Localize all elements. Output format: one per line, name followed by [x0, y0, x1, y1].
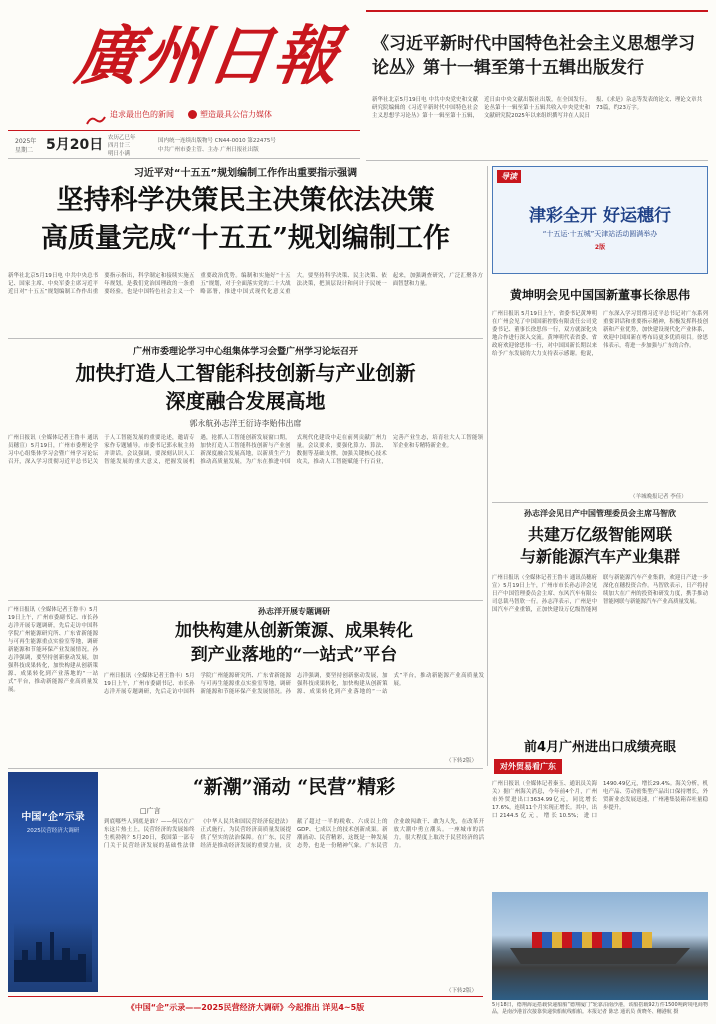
trade-body: 广州日报讯（全媒体记者秦玉、通讯员关海关）据广州海关消息，今年前4个月，广州市外贸进出口3634.99亿元，同比增长17.6%，连续11个月实现正增长。其中，出口2144.5亿元，增长10.5%；进口1490.49亿元，增长29.4%。海关分析，机电产品、劳动密集型产品出口保持增长，外贸新业态发展迅速，广州港集装箱吞吐量稳步提升。 [492, 781, 708, 819]
newspaper-logo-icon [86, 110, 106, 120]
sun-energy-body: 广州日报讯（全媒体记者王鲁丰）5月19日上午，广州市委副书记、市长孙志洋开展专题调研，先后走访中国科学院广州能源研究所、广东省新能源与可再生能源重点实验室等地，调研新能源和节能环保产业发展情况。孙志洋强调，要坚持创新驱动发展，加强科技成果转化，加快构建从创新策源、成果转化到产业落地的“一站式”平台，推动新能源产业高质量发展。 [104, 673, 484, 695]
lead-body: 新华社北京5月19日电 中共中央总书记、国家主席、中央军委主席习近平近日对“十五五”规划编制工作作出重要指示指出，科学制定和接续实施五年规划，是我们党治国理政的一条重要经验，也是中国特色社会主义一个重要政治优势。编制和实施好“十五五”规划，对于全面落实党的二十大战略部署，推进中国式现代化意义重大。要坚持科学决策、民主决策、依法决策，把顶层设计和问计于民统一起来，加强调查研究，广泛汇聚各方面智慧和力量。 [8, 273, 483, 295]
ship-hull-icon [510, 948, 690, 964]
masthead-divider [8, 130, 360, 131]
lunar-line-3: 明日小满 [108, 151, 131, 157]
trade-tag: 对外贸易看广东 [494, 759, 562, 774]
lead-headline-1: 坚持科学决策民主决策依法决策 [56, 185, 435, 216]
date-year: 2025年 [15, 138, 37, 145]
ai-byline: 郭永航孙志洋王衍诗李贻伟出席 [189, 419, 302, 428]
ship-containers-icon [532, 932, 652, 948]
top-right-rule [366, 10, 708, 12]
slogan-icon [188, 110, 197, 119]
ai-kicker: 广州市委理论学习中心组集体学习会暨广州学习论坛召开 [132, 347, 358, 357]
huang-credit: （羊城晚报记者 李佳） [630, 494, 687, 500]
date-weekday: 星期二 [15, 147, 34, 154]
footer-text[interactable]: 《中国“企”示录——2025民营经济大调研》今起推出 详见4~5版 [126, 1003, 365, 1012]
huang-headline: 黄坤明会见中国国新董事长徐思伟 [509, 288, 690, 302]
sun-ev-body: 广州日报讯（全媒体记者王鲁丰 通讯员穗府宣）5月19日上午，广州市市长孙志洋会见日产中国管理委员会主席、东风汽车有限公司总裁马智欣一行。孙志洋表示，广州是中国汽车产业重镇，正加快建设万亿级智能网联与新能源汽车产业集群，欢迎日产进一步深化在穗投资合作。马智欣表示，日产将持续加大在广州的投资和研发力度，携手推动智能网联与新能源汽车产业高质量发展。 [492, 575, 708, 613]
private-body: 到底哪些人到底是谁？——何以在广东这片热土上，民营经济的发展始终生机勃勃？5月20日，我国第一部专门关于民营经济发展的基础性法律《中华人民共和国民营经济促进法》正式施行，为民营经济高质量发展提供了坚实的法治保障。在广东，民营经济是推动经济发展的重要力量，贡献了超过一半的税收、六成以上的GDP、七成以上的技术创新成果。新潮涌动、民营精彩，这既是一种发展态势，也是一份精神气象。广东民营企业敢闯敢干、敢为人先，在改革开放大潮中勇立潮头。一座城市的活力，很大程度上取决于民营经济的活力。 [104, 819, 484, 849]
date-bar-divider [8, 158, 360, 159]
promo-headline: 津彩全开 好运穗行 [529, 206, 671, 226]
sun-energy-headline-1: 加快构建从创新策源、成果转化 [175, 621, 413, 641]
sun-energy-left-column: 广州日报讯（全媒体记者王鲁丰）5月19日上午，广州市委副书记、市长孙志洋开展专题调研，先后走访中国科学院广州能源研究所、广东省新能源与可再生能源重点实验室等地，调研新能源和节能环保产业发展情况。孙志洋强调，要坚持创新驱动发展，加强科技成果转化，加快构建从创新策源、成果转化到产业落地的“一站式”平台，推动新能源产业高质量发展。 [8, 607, 98, 693]
huang-divider [492, 502, 708, 503]
trade-caption: 5月18日，德翔海运搭载快递船舶“德翔厦门”轮靠泊南沙港，该船搭载92万件1500吨跨境电商物品，是南沙港首次接靠快递快船航线船舶。本报记者 陈忠 通讯员 黄晓冬、穗港航 摄 [492, 1002, 708, 1015]
sun-ev-headline-1: 共建万亿级智能网联 [527, 525, 672, 544]
slogan-left: 追求最出色的新闻 [110, 110, 174, 119]
sun-energy-continued: （下转2版） [446, 758, 477, 764]
slogan-right: 塑造最具公信力媒体 [200, 110, 272, 119]
sun-ev-headline-2: 与新能源汽车产业集群 [519, 547, 680, 566]
footer-divider [8, 996, 483, 997]
private-byline: □广言 [140, 807, 161, 815]
masthead-title: 廣州日報 [70, 19, 346, 94]
top-divider [366, 160, 708, 161]
publisher: 中共广州市委主管、主办 广州日报社出版 [158, 147, 259, 153]
promo-left-city-icon [14, 922, 92, 982]
top-right-article [366, 10, 708, 160]
lunar-line-1: 农历乙巳年 [108, 135, 136, 141]
issn: 国内统一连续出版物号 CN44-0010 第22475号 [158, 138, 276, 144]
promo-left-subtitle: 2025民营经济大调研 [26, 828, 80, 834]
promo-box[interactable] [492, 166, 708, 274]
masthead [8, 10, 353, 130]
ai-headline-1: 加快打造人工智能科技创新与产业创新 [75, 361, 416, 385]
ai-body: 广州日报讯（全媒体记者王鲁丰 通讯员穗宣）5月19日，广州市委理论学习中心组集体学习会暨广州学习论坛召开，深入学习贯彻习近平总书记关于人工智能发展的重要论述，邀请专家作专题辅导。市委书记郭永航主持并讲话。会议强调，要深刻认识人工智能发展的重大意义，把握发展机遇，抢抓人工智能创新发展窗口期，加快打造人工智能科技创新与产业创新深度融合发展高地，以新质生产力推动高质量发展，为广东在推进中国式现代化建设中走在前列贡献广州力量。会议要求，要强化算力、算法、数据等基础支撑，加强关键核心技术攻关，推动人工智能赋能千行百业，完善产业生态，培育壮大人工智能领军企业和专精特新企业。 [8, 435, 483, 465]
ai-headline-2: 深度融合发展高地 [165, 389, 326, 413]
column-divider [487, 166, 488, 766]
ai-divider [8, 600, 483, 601]
trade-ship-photo [492, 892, 708, 1000]
date: 5月20日 [46, 137, 104, 153]
promo-tag: 导读 [497, 170, 521, 183]
private-headline: “新潮”涌动 “民营”精彩 [192, 776, 396, 798]
lower-divider [8, 768, 483, 769]
private-continued: （下转2版） [446, 988, 477, 994]
top-right-headline: 《习近平新时代中国特色社会主义思想学习论丛》第十一辑至第十五辑出版发行 [372, 34, 695, 78]
lead-headline-2: 高质量完成“十五五”规划编制工作 [40, 223, 451, 254]
promo-subline: “十五运·十五城”天津站活动圆满举办 [542, 230, 658, 238]
promo-left-panel[interactable] [8, 772, 98, 992]
lead-divider [8, 338, 483, 339]
sun-energy-headline-2: 到产业落地的“一站式”平台 [190, 645, 398, 665]
promo-left-title: 中国“企”示录 [21, 812, 85, 823]
lead-kicker: 习近平对“十五五”规划编制工作作出重要指示强调 [133, 168, 358, 179]
trade-headline: 前4月广州进出口成绩亮眼 [523, 740, 677, 755]
top-right-body: 新华社北京5月19日电 中共中央党史和文献研究院编辑的《习近平新时代中国特色社会主义思想学习论丛》第十一辑至第十五辑，近日由中央文献出版社出版，在全国发行。论丛第十一辑至第十五辑共收入中央党史和文献研究院2025年以来组织撰写并在人民日报、《求是》杂志等发表的论文、理论文章共73篇，约23万字。 [372, 97, 702, 119]
huang-body: 广州日报讯 5月19日上午，省委书记黄坤明在广州会见了中国国新控股有限责任公司党委书记、董事长徐思伟一行，双方就深化央地合作进行深入交流。黄坤明代表省委、省政府欢迎徐思伟一行，对中国国新长期以来给予广东发展的大力支持表示感谢。他说，广东深入学习贯彻习近平总书记对广东系列重要讲话和重要指示精神，积极发挥科技创新和产业优势，加快建设现代化产业体系，欢迎中国国新在粤布局更多优质项目。徐思伟表示，将进一步加强与广东的合作。 [492, 311, 708, 357]
sun-ev-kicker: 孙志洋会见日产中国管理委员会主席马智欣 [524, 509, 676, 518]
lunar-line-2: 四月廿三 [108, 143, 131, 149]
promo-page: 2版 [594, 244, 606, 251]
sun-energy-kicker: 孙志洋开展专题调研 [258, 607, 330, 616]
